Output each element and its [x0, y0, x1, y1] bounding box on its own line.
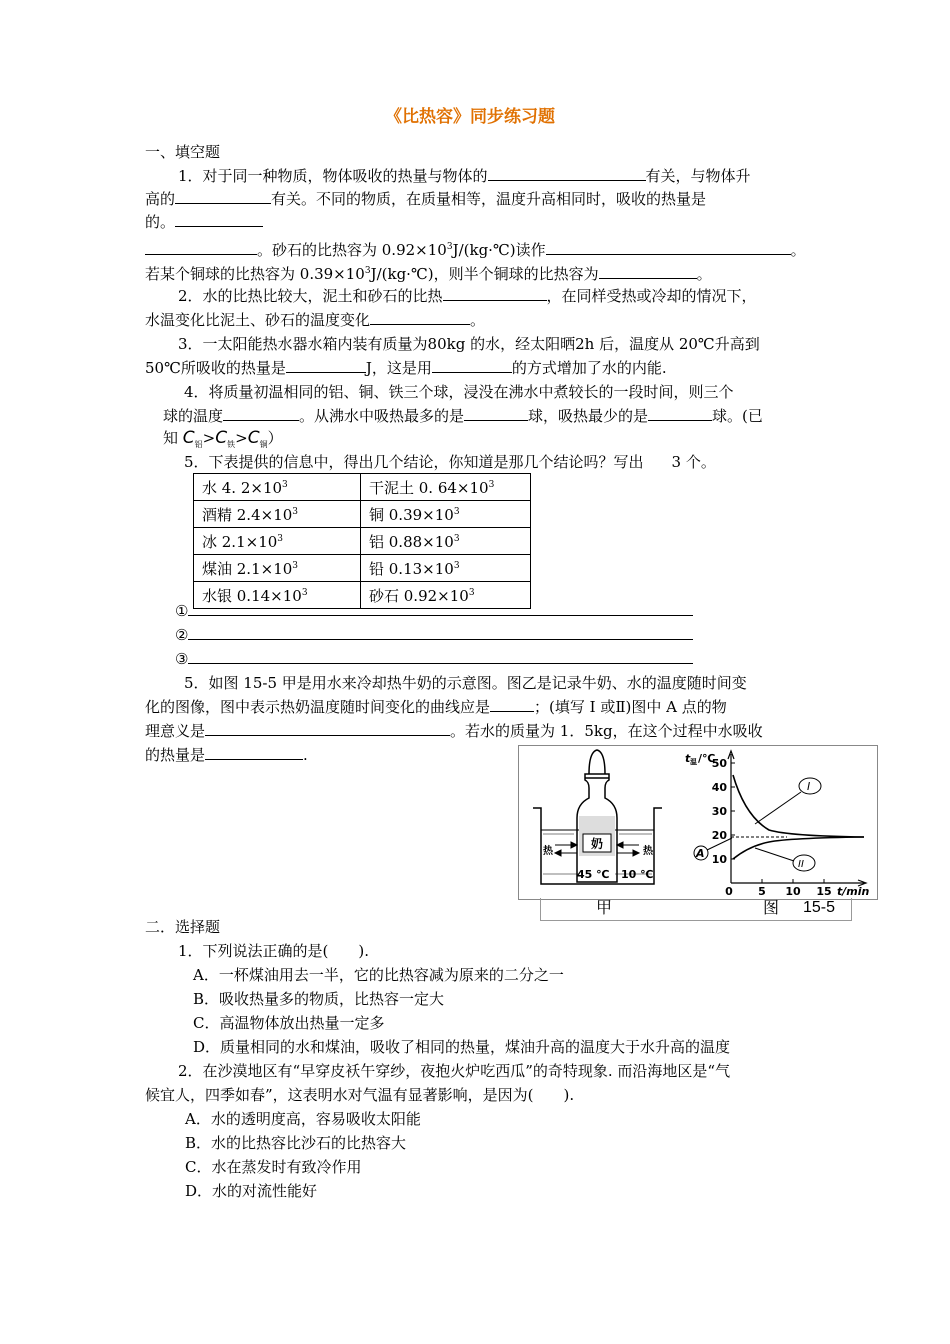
- q1-blank5[interactable]: [546, 239, 791, 255]
- q6-text-b: 化的图像，图中表示热奶温度随时间变化的曲线应是: [145, 698, 491, 716]
- q4-text-b: 球的温度: [163, 407, 224, 425]
- table-cell: 铅 $0.13\times 10^3$: [361, 555, 531, 582]
- y-axis-label: t: [685, 752, 691, 765]
- q1-line1: [178, 165, 751, 187]
- y-axis-sub: 温: [690, 758, 697, 766]
- q4-text-d: 球，吸热最少的是: [528, 407, 649, 425]
- svg-text:0: 0: [725, 885, 733, 898]
- q3-text-d: 的方式增加了水的内能.: [511, 359, 667, 377]
- q1-exp2: 3: [364, 266, 371, 276]
- point-a-label: A: [696, 847, 705, 860]
- curve-milk: [733, 775, 864, 837]
- q6-line4: [145, 744, 308, 766]
- table-cell: 水银 $0.14\times 10^3$: [194, 582, 361, 609]
- q3-text-b: 50℃所吸收的热量是: [145, 359, 286, 377]
- mc2-question-line2: 候宜人，四季如春”，这表明水对气温有显著影响，是因为( ).: [145, 1086, 575, 1104]
- q6-text-e: 。若水的质量为 1．5kg，在这个过程中水吸收: [450, 722, 763, 740]
- q4-blank3[interactable]: [648, 405, 712, 421]
- q1-line2: [145, 188, 706, 210]
- svg-text:15: 15: [816, 885, 832, 898]
- close-paren: ）: [267, 429, 283, 447]
- q1-exp: 3: [446, 242, 453, 252]
- svg-text:50: 50: [711, 757, 727, 770]
- figure-svg: [519, 746, 877, 899]
- caption-number: 15-5: [803, 899, 836, 916]
- table-cell: 干泥土 0. $64\times 10^3$: [361, 474, 531, 501]
- gt-1: >: [202, 429, 216, 447]
- table-row: [194, 474, 531, 501]
- q2-text-a: 2．水的比热比较大，泥土和砂石的比热: [178, 287, 443, 305]
- q1-text-d: 有关。不同的物质，在质量相等，温度升高相同时，吸收的热量是: [271, 190, 707, 208]
- table-cell: 酒精 $2.4\times 10^3$: [194, 501, 361, 528]
- mc2-option-d[interactable]: D．水的对流性能好: [185, 1182, 318, 1200]
- mc1-option-d[interactable]: D．质量相同的水和煤油，吸收了相同的热量，煤油升高的温度大于水升高的温度: [193, 1038, 731, 1056]
- svg-text:40: 40: [711, 781, 727, 794]
- q1-text-i: 。: [790, 241, 806, 259]
- q1-text-f: 。砂石的比热容为 0.92×10: [257, 241, 447, 259]
- q1-line5: [145, 260, 712, 285]
- q6-text-d: 理意义是: [145, 722, 206, 740]
- q6-text-g: .: [303, 746, 308, 764]
- answer-line-1: ①: [175, 600, 693, 622]
- mc2-option-b[interactable]: B．水的比热容比沙石的比热容大: [185, 1134, 407, 1152]
- curve1-label: I: [807, 780, 811, 793]
- q1-blank2[interactable]: [175, 188, 271, 204]
- table-row: [194, 501, 531, 528]
- q6-blank3[interactable]: [205, 744, 303, 760]
- specific-heat-table: [193, 473, 531, 609]
- c-symbol-2: C: [215, 428, 228, 448]
- q6-blank1[interactable]: [490, 696, 534, 712]
- mc2-option-c[interactable]: C．水在蒸发时有致冷作用: [185, 1158, 362, 1176]
- table-cell: 铜 $0.39\times 10^3$: [361, 501, 531, 528]
- q5-text-a: 5．下表提供的信息中，得出几个结论，你知道是那几个结论吗？写出: [184, 453, 644, 471]
- q1-blank1[interactable]: [488, 165, 646, 181]
- gt-2: >: [235, 429, 248, 447]
- q4-blank1[interactable]: [223, 405, 299, 421]
- sub-copper: 铜: [259, 440, 268, 449]
- q4-blank2[interactable]: [464, 405, 528, 421]
- answer-blank-2[interactable]: [188, 624, 693, 640]
- q2-text-b: ，在同样受热或冷却的情况下，: [546, 287, 757, 305]
- section-heading-choice: 二．选择题: [145, 918, 221, 936]
- q4-text-f: 知: [163, 429, 179, 447]
- q1-text-h: J/(kg·℃)读作: [452, 241, 546, 259]
- milk-temp-label: 45 ℃: [577, 868, 610, 881]
- figure-15-5: [518, 745, 878, 900]
- sub-iron: 铁: [227, 440, 236, 449]
- q4-text-e: 球。(已: [712, 407, 763, 425]
- q6-blank2[interactable]: [205, 720, 450, 736]
- table-cell: 煤油 $2.1\times 10^3$: [194, 555, 361, 582]
- q2-line1: [178, 285, 757, 307]
- mc1-option-a[interactable]: A．一杯煤油用去一半，它的比热容减为原来的二分之一: [193, 966, 564, 984]
- bottle-nipple: [589, 750, 605, 774]
- heat-label-right: 热: [643, 846, 653, 857]
- q4-line1: 4．将质量初温相同的铝、铜、铁三个球，浸没在沸水中煮较长的一段时间，则三个: [184, 383, 734, 401]
- q3-line2: [145, 357, 667, 379]
- q3-text-c: J，这是用: [365, 359, 432, 377]
- water-temp-label: 10 ℃: [621, 868, 654, 881]
- answer-line-3: ③: [175, 648, 693, 670]
- caption-right: 图: [763, 898, 780, 917]
- curve2-label: II: [798, 859, 804, 870]
- c-symbol-1: C: [182, 428, 195, 448]
- q5-line1: [184, 451, 716, 473]
- answer-blank-1[interactable]: [188, 600, 693, 616]
- y-axis-unit: /℃: [698, 752, 716, 765]
- milk-label: 奶: [590, 837, 604, 851]
- q6-line1: 5．如图 15-5 甲是用水来冷却热牛奶的示意图。图乙是记录牛奶、水的温度随时间变: [184, 674, 747, 692]
- q6-line3: [145, 720, 763, 742]
- section-heading-fill-blank: 一、填空题: [145, 143, 221, 161]
- q3-line1: 3．一太阳能热水器水箱内装有质量为80kg 的水，经太阳晒2h 后，温度从 20℃升高到: [178, 335, 760, 353]
- q3-blank2[interactable]: [432, 357, 512, 373]
- y-tick-labels: [712, 757, 728, 866]
- q4-line2: [163, 405, 763, 427]
- table-row: [194, 528, 531, 555]
- q2-text-d: 。: [470, 311, 486, 329]
- q2-line2: [145, 309, 485, 331]
- q6-line2: [145, 696, 727, 718]
- table-cell: 铝 $0.88\times 10^3$: [361, 528, 531, 555]
- table-cell: 砂石 $0.92\times 10^3$: [361, 582, 531, 609]
- q2-blank2[interactable]: [370, 309, 470, 325]
- caption-left: 甲: [596, 898, 613, 917]
- q4-text-c: 。从沸水中吸热最多的是: [299, 407, 465, 425]
- answer-blank-3[interactable]: [188, 648, 693, 664]
- svg-text:30: 30: [711, 805, 727, 818]
- table-cell: 冰 $2.1\times 10^3$: [194, 528, 361, 555]
- q1-text-l: 。: [696, 265, 712, 283]
- mc2-option-a[interactable]: A．水的透明度高，容易吸收太阳能: [185, 1110, 421, 1128]
- page-title: 《比热容》同步练习题: [385, 107, 555, 127]
- svg-text:10: 10: [785, 885, 801, 898]
- answer-line-2: ②: [175, 624, 693, 646]
- q6-text-f: 的热量是: [145, 746, 206, 764]
- q1-blank3[interactable]: [175, 211, 263, 227]
- q1-text-j: 若某个铜球的比热容为 0.39×10: [145, 265, 365, 283]
- mc1-option-c[interactable]: C．高温物体放出热量一定多: [193, 1014, 385, 1032]
- table-cell: 水 4. $2\times 10^3$: [194, 474, 361, 501]
- svg-text:10: 10: [711, 853, 727, 866]
- mc2-question-line1: 2．在沙漠地区有“早穿皮袄午穿纱，夜抱火炉吃西瓜”的奇特现象. 而沿海地区是“气: [178, 1062, 731, 1080]
- q1-text-c: 高的: [145, 190, 176, 208]
- svg-text:20: 20: [711, 829, 727, 842]
- x-axis-label: t/min: [837, 885, 870, 898]
- figure-caption: [540, 898, 852, 921]
- table-row: [194, 555, 531, 582]
- q2-text-c: 水温变化比泥土、砂石的温度变化: [145, 311, 371, 329]
- q1-line3: [145, 211, 263, 233]
- q1-text-k: J/(kg·℃)，则半个铜球的比热容为: [370, 265, 599, 283]
- q1-line4: [145, 236, 806, 261]
- sub-aluminum: 铝: [194, 440, 203, 449]
- q1-text-b: 有关，与物体升: [645, 167, 751, 185]
- q1-text-a: 1．对于同一种物质，物体吸收的热量与物体的: [178, 167, 488, 185]
- curve2-callout: [793, 855, 815, 871]
- svg-text:5: 5: [758, 885, 766, 898]
- c-symbol-3: C: [247, 428, 260, 448]
- q6-text-c: ；(填写 I 或Ⅱ)图中 A 点的物: [534, 698, 727, 716]
- q3-blank1[interactable]: [286, 357, 366, 373]
- q5-text-b: 3 个。: [671, 453, 716, 471]
- q2-blank1[interactable]: [443, 285, 547, 301]
- heat-label-left: 热: [543, 846, 553, 857]
- q1-text-e: 的。: [145, 213, 176, 231]
- q1-blank4[interactable]: [145, 239, 257, 255]
- mc1-question: 1．下列说法正确的是( ).: [178, 942, 370, 960]
- q1-blank6[interactable]: [599, 263, 697, 279]
- mc1-option-b[interactable]: B．吸收热量多的物质，比热容一定大: [193, 990, 445, 1008]
